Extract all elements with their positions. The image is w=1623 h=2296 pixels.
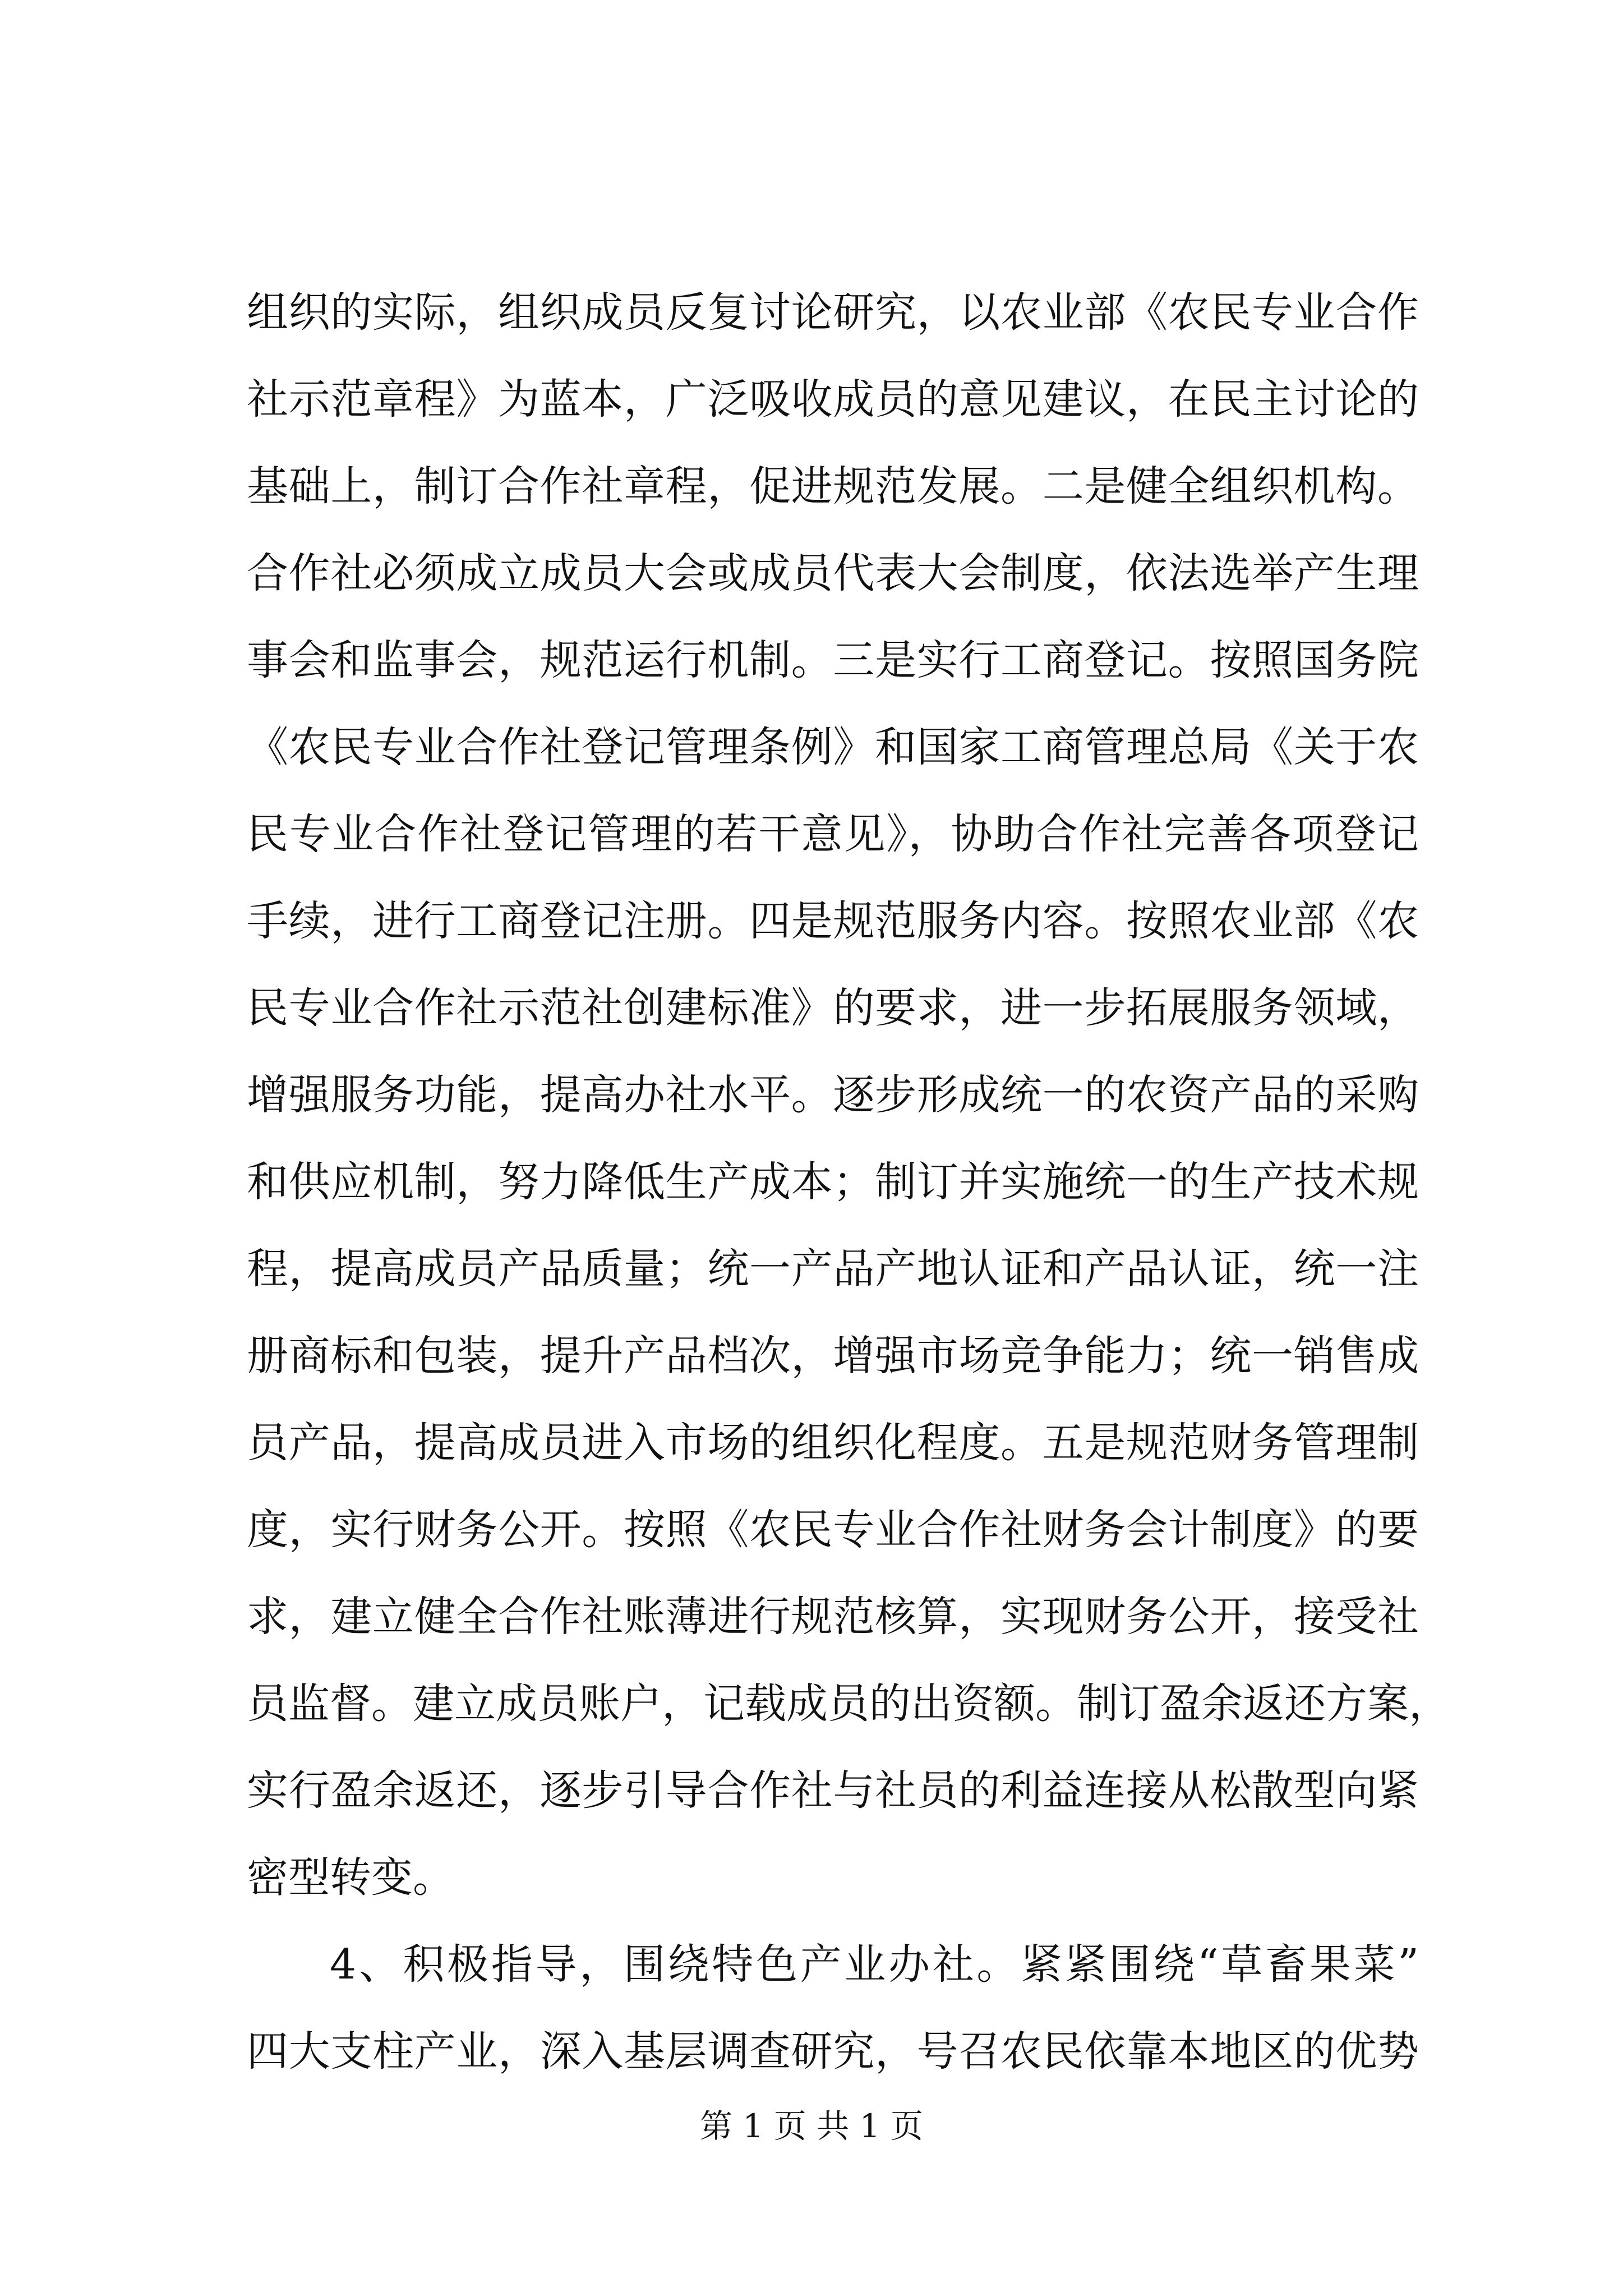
text-line: 册商标和包装，提升产品档次，增强市场竞争能力；统一销售成 bbox=[247, 1332, 1419, 1380]
text-line: 度，实行财务公开。按照《农民专业合作社财务会计制度》的要 bbox=[247, 1506, 1419, 1554]
text-line: 员监督。建立成员账户，记载成员的出资额。制订盈余返还方案， bbox=[247, 1680, 1450, 1728]
text-line: 基础上，制订合作社章程，促进规范发展。二是健全组织机构。 bbox=[247, 462, 1419, 510]
text-line: 《农民专业合作社登记管理条例》和国家工商管理总局《关于农 bbox=[247, 723, 1419, 771]
text-line: 事会和监事会，规范运行机制。三是实行工商登记。按照国务院 bbox=[247, 636, 1419, 684]
paragraph-1 bbox=[247, 269, 1450, 1921]
text-line: 民专业合作社登记管理的若干意见》，协助合作社完善各项登记 bbox=[247, 810, 1419, 858]
text-line: 实行盈余返还，逐步引导合作社与社员的利益连接从松散型向紧 bbox=[247, 1766, 1419, 1815]
paragraph-2 bbox=[247, 1921, 1419, 2095]
text-line: 手续，进行工商登记注册。四是规范服务内容。按照农业部《农 bbox=[247, 897, 1419, 945]
text-line: 密型转变。 bbox=[247, 1853, 454, 1902]
text-line: 和供应机制，努力降低生产成本；制订并实施统一的生产技术规 bbox=[247, 1158, 1419, 1206]
text-line: 程，提高成员产品质量；统一产品产地认证和产品认证，统一注 bbox=[247, 1245, 1419, 1293]
text-line: 四大支柱产业，深入基层调查研究，号召农民依靠本地区的优势 bbox=[247, 2027, 1419, 2076]
page-footer: 第 1 页 共 1 页 bbox=[700, 2107, 923, 2145]
text-line: 增强服务功能，提高办社水平。逐步形成统一的农资产品的采购 bbox=[247, 1071, 1419, 1119]
text-line: 4、积极指导，围绕特色产业办社。紧紧围绕“草畜果菜” bbox=[330, 1940, 1419, 1989]
text-line: 社示范章程》为蓝本，广泛吸收成员的意见建议，在民主讨论的 bbox=[247, 375, 1419, 424]
text-line: 合作社必须成立成员大会或成员代表大会制度，依法选举产生理 bbox=[247, 549, 1419, 597]
text-line: 求，建立健全合作社账薄进行规范核算，实现财务公开，接受社 bbox=[247, 1593, 1419, 1641]
text-line: 民专业合作社示范社创建标准》的要求，进一步拓展服务领域， bbox=[247, 984, 1419, 1032]
text-line: 组织的实际，组织成员反复讨论研究，以农业部《农民专业合作 bbox=[247, 288, 1419, 337]
document-body bbox=[247, 269, 1450, 2095]
text-line: 员产品，提高成员进入市场的组织化程度。五是规范财务管理制 bbox=[247, 1419, 1419, 1467]
